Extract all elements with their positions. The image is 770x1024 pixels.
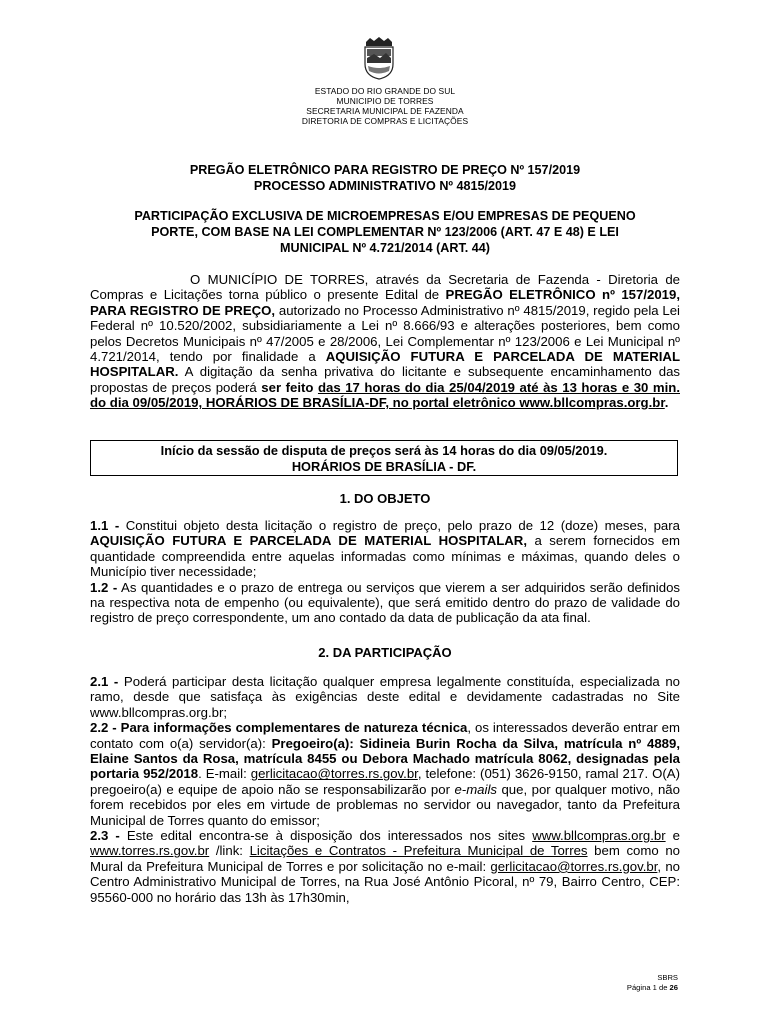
submission-period: das 17 horas do dia 25/04/2019 até às 13 horas e 30 min. do dia 09/05/2019, HORÁRIOS DE BRASÍLIA-DF, no portal eletrônico www.bllcompras.org.br: [90, 379, 680, 411]
letterhead-state: ESTADO DO RIO GRANDE DO SUL: [314, 86, 456, 96]
footer-code: SBRS: [657, 973, 678, 982]
email-link-2[interactable]: gerlicitacao@torres.rs.gov.br: [490, 858, 658, 874]
subtitle-line-2: PORTE, COM BASE NA LEI COMPLEMENTAR Nº 123/2006 (ART. 47 E 48) E LEI: [151, 225, 619, 239]
title-line-1: PREGÃO ELETRÔNICO PARA REGISTRO DE PREÇO Nº 157/2019: [189, 163, 581, 177]
paragraph-1-2: 1.2 - As quantidades e o prazo de entrega ou serviços que vierem a ser adquiridos serão definidos na respectiva nota de empenho (ou equivalente), que será emitido dentro do prazo de validade do registro de preço correspondente, um ano contado da data de publicação da ata final.: [90, 579, 680, 626]
subtitle-line-1: PARTICIPAÇÃO EXCLUSIVA DE MICROEMPRESAS E/OU EMPRESAS DE PEQUENO: [134, 209, 636, 223]
letterhead-municipality: MUNICIPIO DE TORRES: [336, 96, 434, 106]
page-number: Página 1 de 26: [626, 983, 678, 992]
intro-paragraph: O MUNICÍPIO DE TORRES, através da Secretaria de Fazenda - Diretoria de Compras e Licitações torna público o presente Edital de PREGÃO ELETRÔNICO nº 157/2019, PARA REGISTRO DE PREÇO, autorizado no Processo Administrativo nº 4815/2019, regido pela Lei Federal nº 10.520/2002, subsidiariamente a Lei nº 8.666/93 e alterações posteriores, bem como pelos Decretos Municipais nº 47/2005 e 28/2006, Lei Complementar nº 123/2006 e Lei Municipal nº 4.721/2014, tendo por finalidade a AQUISIÇÃO FUTURA E PARCELADA DE MATERIAL HOSPITALAR. A digitação da senha privativa do licitante e subsequente encaminhamento das propostas de preços poderá ser feito das 17 horas do dia 25/04/2019 até às 13 horas e 30 min. do dia 09/05/2019, HORÁRIOS DE BRASÍLIA-DF, no portal eletrônico www.bllcompras.org.br.: [90, 272, 680, 411]
letterhead-directorate: DIRETORIA DE COMPRAS E LICITAÇÕES: [301, 116, 469, 126]
paragraph-2-2: 2.2 - Para informações complementares de natureza técnica, os interessados deverão entrar em contato com o(a) servidor(a): Pregoeiro(a): Sidineia Burin Rocha da Silva, matrícula nº 4889, Elaine Santos da Rosa, matrícula 8455 ou Debora Machado matrícula 8062, designadas pela portaria 952/2018. E-mail: gerlicitacao@torres.rs.gov.br, telefone: (051) 3626-9150, ramal 217. O(A) pregoeiro(a) e equipe de apoio não se responsabilizarão por e-mails que, por qualquer motivo, não forem recebidos por eles em virtude de problemas no servidor ou navegador, tanto da Prefeitura Municipal de Torres quanto do emissor;: [90, 720, 680, 828]
section-1-body: [90, 518, 680, 626]
paragraph-2-3: 2.3 - Este edital encontra-se à disposição dos interessados nos sites www.bllcompras.org.br e www.torres.rs.gov.br /link: Licitações e Contratos - Prefeitura Municipal de Torres bem como no Mural da Prefeitura Municipal de Torres e por solicitação no e-mail: gerlicitacao@torres.rs.gov.br, no Centro Administrativo Municipal de Torres, na Rua José Antônio Picoral, nº 79, Bairro Centro, CEP: 95560-000 no horário das 13h às 17h30min,: [90, 828, 681, 905]
paragraph-1-1: 1.1 - Constitui objeto desta licitação o registro de preço, pelo prazo de 12 (doze) meses, para AQUISIÇÃO FUTURA E PARCELADA DE MATERIAL HOSPITALAR, a serem fornecidos em quantidade compreendida entre aquelas informadas como mínimas e máximas, quando deles o Município tiver necessidade;: [90, 518, 680, 580]
email-link[interactable]: gerlicitacao@torres.rs.gov.br: [250, 766, 418, 782]
letterhead-secretariat: SECRETARIA MUNICIPAL DE FAZENDA: [306, 106, 464, 116]
subtitle-line-3: MUNICIPAL Nº 4.721/2014 (ART. 44): [280, 241, 490, 255]
page-footer: [627, 973, 678, 993]
letterhead: [200, 86, 570, 126]
paragraph-2-1: 2.1 - Poderá participar desta licitação qualquer empresa legalmente constituída, especializada no ramo, desde que satisfaça às exigências deste edital e devidamente cadastradas no Site www.bllcompras.org.br;: [90, 674, 680, 720]
coat-of-arms-icon: [362, 36, 396, 80]
licitacoes-link[interactable]: Licitações e Contratos - Prefeitura Municipal de Torres: [249, 843, 588, 859]
section-1-heading: 1. DO OBJETO: [339, 491, 431, 506]
bllcompras-link[interactable]: www.bllcompras.org.br: [532, 828, 666, 844]
session-start-line-1: Início da sessão de disputa de preços será às 14 horas do dia 09/05/2019.: [160, 443, 608, 458]
section-2-heading: 2. DA PARTICIPAÇÃO: [318, 645, 452, 660]
section-2-body: [90, 674, 680, 905]
torres-site-link[interactable]: www.torres.rs.gov.br: [90, 843, 210, 859]
session-start-box: [90, 440, 678, 476]
session-start-line-2: HORÁRIOS DE BRASÍLIA - DF.: [291, 459, 477, 474]
title-line-2: PROCESSO ADMINISTRATIVO Nº 4815/2019: [253, 179, 517, 193]
document-subtitle: [90, 208, 680, 256]
document-title: [90, 162, 680, 194]
